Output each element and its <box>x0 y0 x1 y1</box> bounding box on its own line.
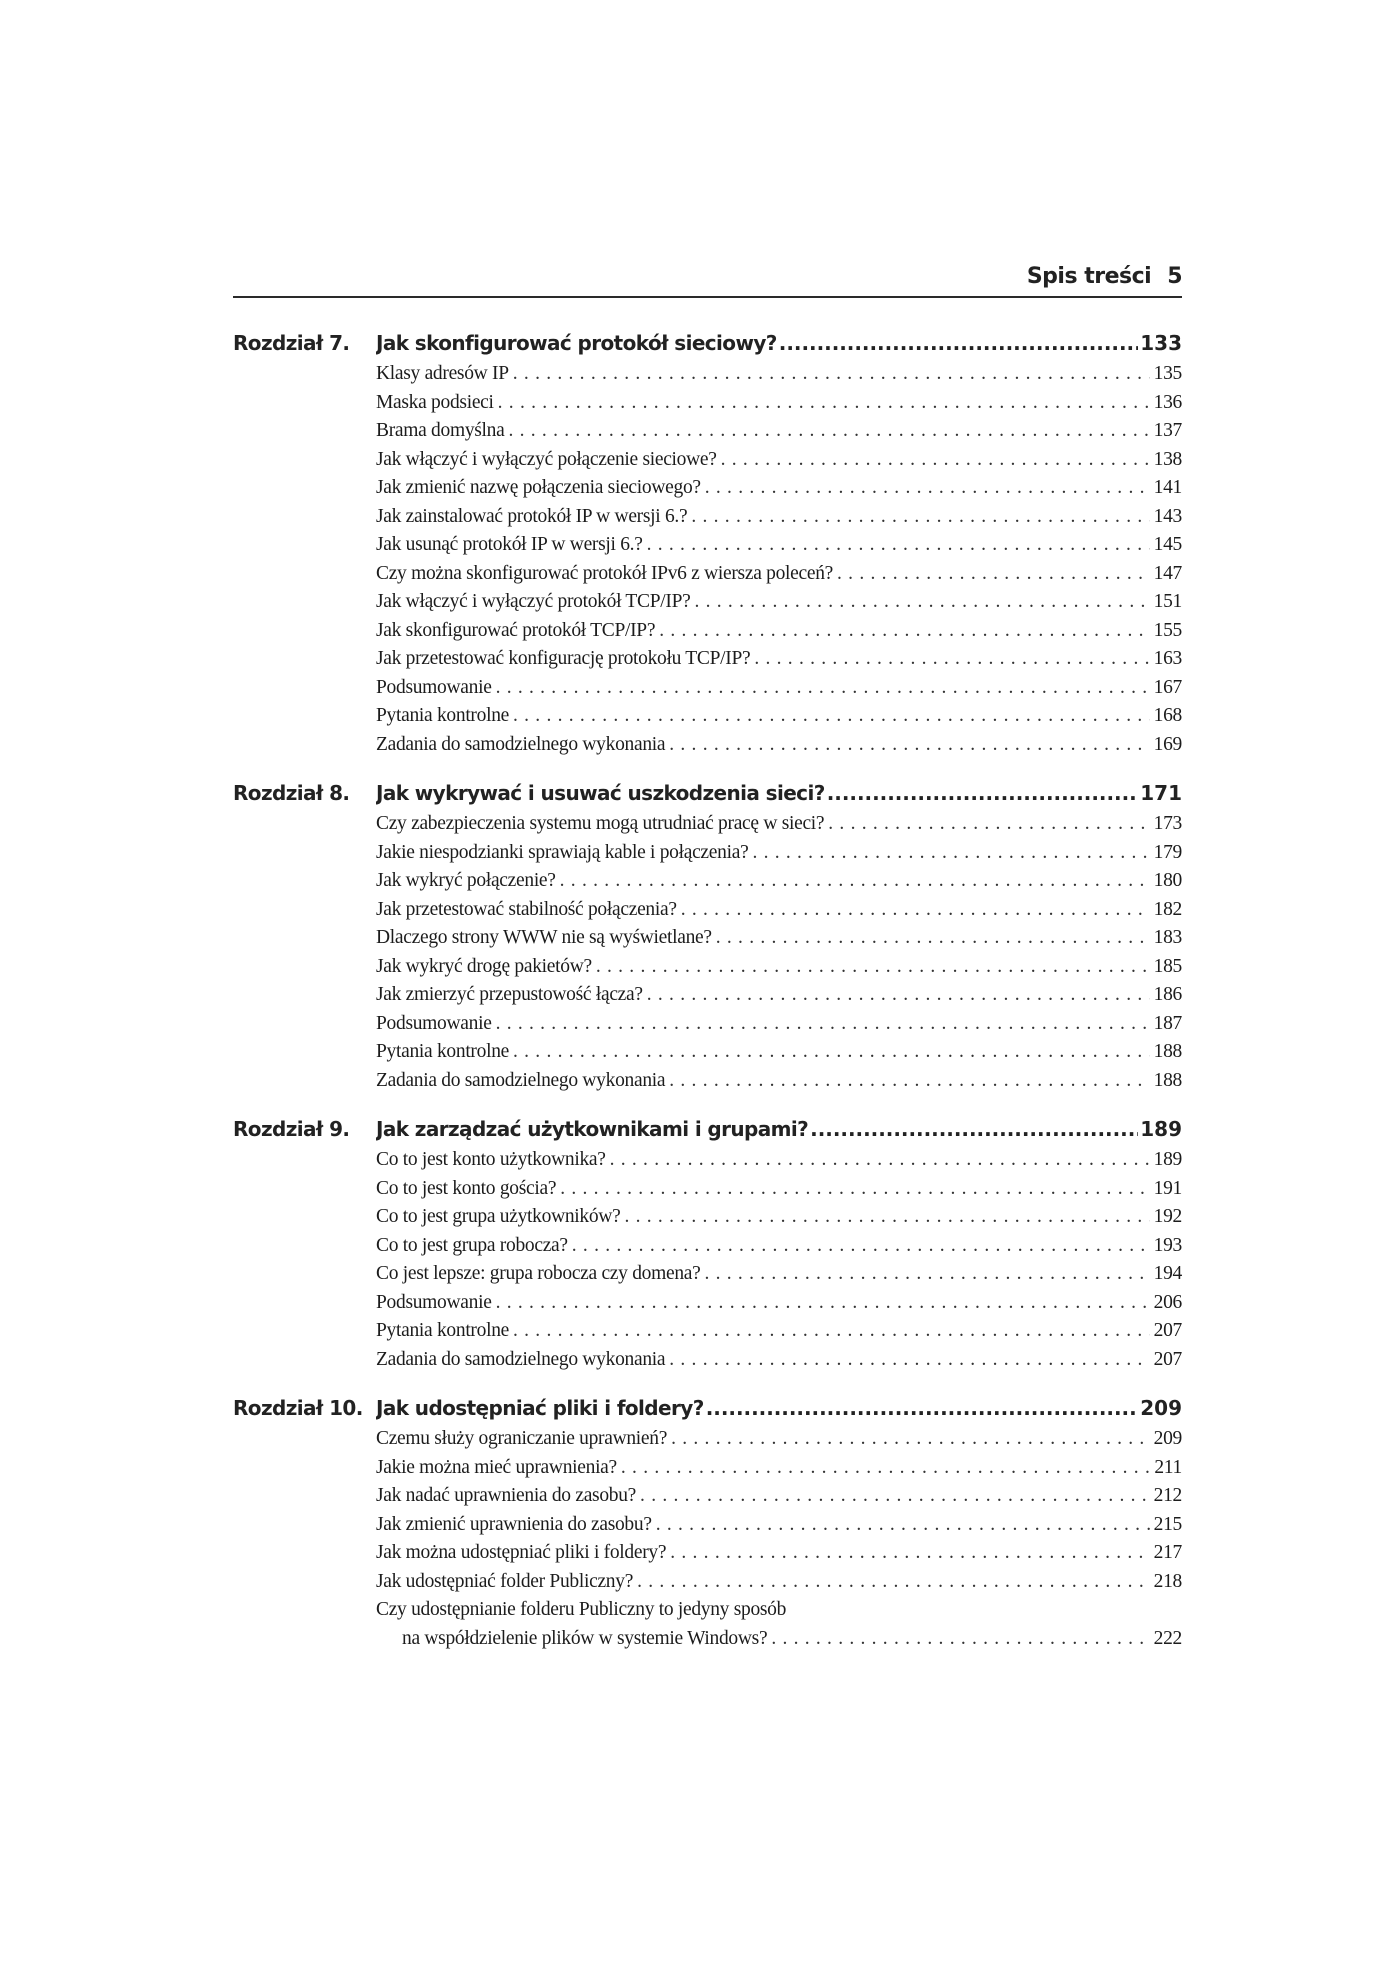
page-number: 5 <box>1167 264 1182 289</box>
dot-leader <box>496 1292 1150 1314</box>
toc-entry-title: Czy zabezpieczenia systemu mogą utrudniać pracę w sieci? <box>376 813 825 834</box>
toc-entry-title: Podsumowanie <box>376 676 492 698</box>
toc-entry[interactable] <box>376 870 1182 899</box>
chapter-block <box>233 331 1182 762</box>
chapter-page-number: 133 <box>1140 331 1182 355</box>
toc-entry-title: Maska podsieci <box>376 391 494 413</box>
dot-leader <box>640 1485 1150 1507</box>
toc-entry-title: Jak można udostępniać pliki i foldery? <box>376 1542 667 1563</box>
running-head-title: Spis treści <box>1026 264 1152 289</box>
chapter-heading[interactable] <box>233 1396 1182 1428</box>
toc-entry-title: Pytania kontrolne <box>376 1041 509 1062</box>
page-header <box>233 264 1182 298</box>
toc-entry-title: Podsumowanie <box>376 1291 492 1313</box>
toc-entry-page: 173 <box>1153 813 1182 834</box>
toc-entry-title: Zadania do samodzielnego wykonania <box>376 1069 666 1091</box>
toc-entry-title: Co to jest grupa użytkowników? <box>376 1206 621 1227</box>
chapter-heading[interactable] <box>233 331 1182 363</box>
toc-entry-title: Jak wykryć drogę pakietów? <box>376 955 592 977</box>
toc-entry-line[interactable]: Czy udostępnianie folderu Publiczny to jedyny sposób <box>376 1599 787 1620</box>
toc-entry-title: Pytania kontrolne <box>376 1320 509 1341</box>
toc-entry[interactable] <box>376 899 1182 928</box>
toc-entry-title: Co to jest konto gościa? <box>376 1177 557 1199</box>
section-list <box>376 363 1182 762</box>
chapter-page-number: 189 <box>1140 1117 1182 1141</box>
toc-entry-page: 141 <box>1153 477 1182 498</box>
toc-entry-title: Co to jest konto użytkownika? <box>376 1149 606 1170</box>
toc-entry-title: Podsumowanie <box>376 1012 492 1034</box>
toc-entry[interactable] <box>376 813 1182 842</box>
toc-entry[interactable] <box>376 1628 1182 1657</box>
chapter-heading[interactable] <box>233 781 1182 813</box>
toc-entry-page: 180 <box>1153 870 1182 891</box>
toc-entry[interactable] <box>376 1514 1182 1543</box>
toc-entry[interactable] <box>376 534 1182 563</box>
dot-leader <box>560 1178 1149 1200</box>
chapter-label: Rozdział 7. <box>233 331 350 355</box>
toc-entry[interactable] <box>376 705 1182 734</box>
toc-entry-page: 222 <box>1153 1627 1182 1649</box>
toc-entry-title: Co to jest grupa robocza? <box>376 1234 568 1256</box>
toc-entry[interactable] <box>376 1571 1182 1600</box>
toc-entry-title: Jak przetestować stabilność połączenia? <box>376 898 677 920</box>
toc-entry-title: Jak usunąć protokół IP w wersji 6.? <box>376 534 643 555</box>
running-head <box>1027 264 1182 289</box>
dot-leader <box>771 1628 1149 1650</box>
toc-entry[interactable] <box>376 1149 1182 1178</box>
toc-entry-title: Brama domyślna <box>376 420 505 441</box>
dot-leader <box>810 1117 1138 1141</box>
toc-entry[interactable] <box>376 620 1182 649</box>
dot-leader <box>496 1013 1150 1035</box>
chapter-title: Jak udostępniać pliki i foldery? <box>376 1396 704 1420</box>
dot-leader <box>752 842 1149 864</box>
toc-entry[interactable] <box>376 506 1182 535</box>
toc-entry[interactable] <box>376 563 1182 592</box>
dot-leader <box>779 331 1138 355</box>
chapter-title-row <box>376 781 1182 805</box>
toc-entry-page: 207 <box>1153 1320 1182 1341</box>
chapter-label: Rozdział 10. <box>233 1396 363 1420</box>
chapter-title: Jak zarządzać użytkownikami i grupami? <box>376 1117 809 1141</box>
toc-entry-page: 209 <box>1153 1428 1182 1449</box>
dot-leader <box>498 392 1150 414</box>
chapter-title: Jak skonfigurować protokół sieciowy? <box>376 331 777 355</box>
dot-leader <box>704 1263 1149 1285</box>
dot-leader <box>716 927 1150 949</box>
toc-entry[interactable] <box>376 648 1182 677</box>
toc-entry-title: Jakie niespodzianki sprawiają kable i połączenia? <box>376 841 749 863</box>
toc-entry-page: 135 <box>1153 363 1182 384</box>
toc-entry[interactable] <box>376 1013 1182 1042</box>
toc-entry[interactable] <box>376 1070 1182 1099</box>
toc-entry[interactable] <box>376 1292 1182 1321</box>
toc-entry-title: Jak włączyć i wyłączyć połączenie sieciowe? <box>376 448 717 470</box>
table-of-contents <box>233 331 1182 1675</box>
toc-entry-title: Jak zainstalować protokół IP w wersji 6.? <box>376 505 688 527</box>
toc-entry[interactable] <box>376 477 1182 506</box>
dot-leader <box>596 956 1150 978</box>
chapter-title-row <box>376 1117 1182 1141</box>
toc-entry[interactable] <box>376 1320 1182 1349</box>
toc-entry-page: 185 <box>1153 955 1182 977</box>
chapter-label: Rozdział 9. <box>233 1117 350 1141</box>
toc-entry[interactable] <box>376 1349 1182 1378</box>
toc-entry-page: 145 <box>1153 534 1182 555</box>
section-list <box>376 1149 1182 1377</box>
toc-entry-page: 206 <box>1153 1291 1182 1313</box>
dot-leader <box>670 1542 1149 1564</box>
toc-entry-page: 179 <box>1153 841 1182 863</box>
dot-leader <box>637 1571 1150 1593</box>
toc-entry[interactable] <box>376 1178 1182 1207</box>
dot-leader <box>496 677 1150 699</box>
dot-leader <box>513 1041 1150 1063</box>
dot-leader <box>837 563 1150 585</box>
toc-entry[interactable] <box>376 1542 1182 1571</box>
toc-entry[interactable] <box>376 734 1182 763</box>
toc-entry-page: 163 <box>1153 648 1182 669</box>
toc-entry-page: 189 <box>1153 1149 1182 1170</box>
toc-entry[interactable] <box>376 591 1182 620</box>
dot-leader <box>513 1320 1150 1342</box>
toc-entry-title: Pytania kontrolne <box>376 705 509 726</box>
toc-entry-page: 155 <box>1153 619 1182 641</box>
toc-entry[interactable] <box>376 1235 1182 1264</box>
toc-entry-page: 191 <box>1153 1177 1182 1199</box>
toc-entry-title: Jak włączyć i wyłączyć protokół TCP/IP? <box>376 591 691 612</box>
toc-entry-title: Czemu służy ograniczanie uprawnień? <box>376 1428 668 1449</box>
toc-entry-title: Jakie można mieć uprawnienia? <box>376 1456 617 1478</box>
toc-entry-page: 186 <box>1153 984 1182 1005</box>
chapter-title-row <box>376 331 1182 355</box>
dot-leader <box>694 591 1149 613</box>
dot-leader <box>513 363 1150 385</box>
toc-entry-page: 212 <box>1153 1485 1182 1506</box>
chapter-heading[interactable] <box>233 1117 1182 1149</box>
dot-leader <box>656 1514 1150 1536</box>
dot-leader <box>671 1428 1150 1450</box>
toc-entry-page: 168 <box>1153 705 1182 726</box>
toc-entry[interactable] <box>376 363 1182 392</box>
dot-leader <box>572 1235 1150 1257</box>
toc-entry-page: 188 <box>1153 1041 1182 1062</box>
toc-entry[interactable] <box>376 449 1182 478</box>
toc-entry[interactable] <box>376 1041 1182 1070</box>
chapter-page-number: 209 <box>1140 1396 1182 1420</box>
chapter-block <box>233 1117 1182 1377</box>
dot-leader <box>513 705 1150 727</box>
toc-entry-title: Jak skonfigurować protokół TCP/IP? <box>376 619 656 641</box>
toc-entry-page: 136 <box>1153 391 1182 413</box>
dot-leader <box>827 781 1139 805</box>
toc-entry-page: 188 <box>1153 1069 1182 1091</box>
toc-entry-title-continued: na współdzielenie plików w systemie Windows? <box>402 1627 768 1649</box>
toc-entry-page: 218 <box>1153 1570 1182 1592</box>
toc-entry-page: 151 <box>1153 591 1182 612</box>
toc-entry-title: Jak zmienić uprawnienia do zasobu? <box>376 1513 652 1535</box>
dot-leader <box>754 648 1149 670</box>
dot-leader <box>560 870 1150 892</box>
toc-entry-page: 167 <box>1153 676 1182 698</box>
section-list <box>376 813 1182 1098</box>
dot-leader <box>610 1149 1150 1171</box>
toc-entry-title: Dlaczego strony WWW nie są wyświetlane? <box>376 927 712 948</box>
toc-entry-page: 143 <box>1153 505 1182 527</box>
chapter-page-number: 171 <box>1140 781 1182 805</box>
dot-leader <box>508 420 1149 442</box>
dot-leader <box>705 477 1150 499</box>
dot-leader <box>624 1206 1149 1228</box>
toc-entry-title: Jak zmierzyć przepustowość łącza? <box>376 984 643 1005</box>
toc-entry[interactable] <box>376 420 1182 449</box>
dot-leader <box>647 534 1150 556</box>
toc-entry[interactable] <box>376 956 1182 985</box>
toc-entry-title: Klasy adresów IP <box>376 363 509 384</box>
dot-leader <box>659 620 1149 642</box>
dot-leader <box>681 899 1150 921</box>
toc-entry-page: 217 <box>1153 1542 1182 1563</box>
chapter-block <box>233 1396 1182 1656</box>
toc-entry-page: 192 <box>1153 1206 1182 1227</box>
toc-entry-title: Jak wykryć połączenie? <box>376 870 556 891</box>
toc-entry-page: 207 <box>1153 1348 1182 1370</box>
toc-entry[interactable] <box>376 984 1182 1013</box>
dot-leader <box>828 813 1149 835</box>
toc-entry[interactable] <box>376 1457 1182 1486</box>
toc-entry-title: Zadania do samodzielnego wykonania <box>376 733 666 755</box>
toc-entry-title: Jak udostępniać folder Publiczny? <box>376 1570 634 1592</box>
dot-leader <box>706 1396 1139 1420</box>
chapter-label: Rozdział 8. <box>233 781 350 805</box>
toc-entry[interactable] <box>376 1485 1182 1514</box>
toc-entry-page: 211 <box>1154 1456 1182 1478</box>
dot-leader <box>647 984 1150 1006</box>
toc-entry-page: 137 <box>1153 420 1182 441</box>
toc-entry-page: 183 <box>1153 927 1182 948</box>
toc-entry-page: 138 <box>1153 448 1182 470</box>
chapter-title-row <box>376 1396 1182 1420</box>
dot-leader <box>669 1349 1149 1371</box>
chapter-title: Jak wykrywać i usuwać uszkodzenia sieci? <box>376 781 825 805</box>
chapter-block <box>233 781 1182 1098</box>
toc-entry[interactable] <box>376 392 1182 421</box>
toc-entry-page: 187 <box>1153 1012 1182 1034</box>
toc-entry-page: 147 <box>1153 562 1182 584</box>
dot-leader <box>669 1070 1149 1092</box>
toc-entry-page: 194 <box>1153 1263 1182 1284</box>
toc-entry[interactable] <box>376 1206 1182 1235</box>
toc-entry-page: 169 <box>1153 733 1182 755</box>
toc-entry[interactable] <box>376 1263 1182 1292</box>
toc-entry-title: Jak zmienić nazwę połączenia sieciowego? <box>376 477 701 498</box>
toc-entry-page: 193 <box>1153 1234 1182 1256</box>
toc-entry-title: Jak nadać uprawnienia do zasobu? <box>376 1485 637 1506</box>
dot-leader <box>691 506 1149 528</box>
toc-entry-title: Jak przetestować konfigurację protokołu TCP/IP? <box>376 648 751 669</box>
toc-entry-title: Czy można skonfigurować protokół IPv6 z wiersza poleceń? <box>376 562 834 584</box>
dot-leader <box>721 449 1150 471</box>
toc-entry-page: 215 <box>1153 1513 1182 1535</box>
dot-leader <box>669 734 1149 756</box>
section-list <box>376 1428 1182 1656</box>
toc-entry[interactable] <box>376 927 1182 956</box>
toc-entry-title: Zadania do samodzielnego wykonania <box>376 1348 666 1370</box>
toc-entry-page: 182 <box>1153 898 1182 920</box>
toc-entry[interactable] <box>376 842 1182 871</box>
toc-entry[interactable] <box>376 677 1182 706</box>
toc-entry-title: Co jest lepsze: grupa robocza czy domena? <box>376 1263 701 1284</box>
toc-entry[interactable] <box>376 1428 1182 1457</box>
dot-leader <box>621 1457 1150 1479</box>
